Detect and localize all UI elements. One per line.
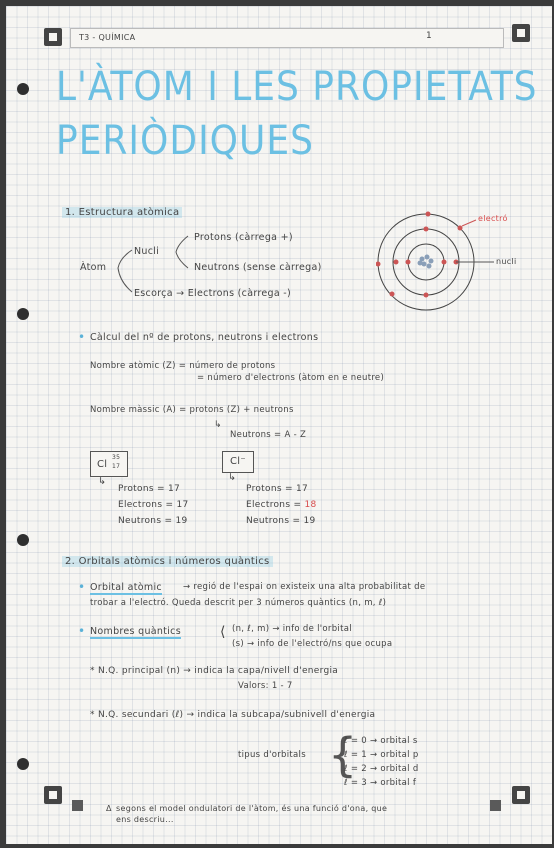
header-box (70, 28, 504, 48)
tree-nucli-label: Nucli (134, 246, 160, 257)
arrow-icon: ↳ (228, 472, 237, 483)
secondary-quantum-line: * N.Q. secundari (ℓ) → indica la subcapa/subnivell d'energia (90, 710, 376, 720)
notebook-page (6, 6, 552, 844)
example1-neutrons: Neutrons = 19 (118, 516, 188, 526)
binder-hole (17, 308, 29, 320)
orbital-definition-line2: trobar a l'electró. Queda descrit per 3 números quàntics (n, m, ℓ) (90, 598, 387, 608)
subject-label: T3 - QUÍMICA (79, 33, 136, 42)
orbital-types-label: tipus d'orbitals (238, 750, 306, 760)
example1-electrons: Electrons = 17 (118, 500, 189, 510)
tree-protons-label: Protons (càrrega +) (194, 232, 293, 243)
tree-brackets (110, 230, 200, 310)
atom-diagram (376, 204, 546, 316)
atomic-number-line1: Nombre atòmic (Z) = número de protons (90, 361, 276, 371)
page-title-line2: PERIÒDIQUES (56, 118, 314, 164)
example2-electrons: Electrons = 18 (246, 500, 317, 510)
quantum-line2: (s) → info de l'electró/ns que ocupa (232, 639, 393, 649)
section2-heading: 2. Orbitals atòmics i números quàntics (62, 556, 273, 567)
example2-protons: Protons = 17 (246, 484, 309, 494)
corner-marker-icon (512, 786, 530, 804)
example1-protons: Protons = 17 (118, 484, 181, 494)
electron-label: electró (478, 214, 508, 223)
orbital-type-d: ℓ = 2 → orbital d (344, 764, 419, 774)
principal-quantum-line: * N.Q. principal (n) → indica la capa/nivell d'energia (90, 666, 339, 676)
footnote-line1: segons el model ondulatori de l'àtom, és una funció d'ona, que (116, 804, 388, 813)
orbital-type-p: ℓ = 1 → orbital p (344, 750, 419, 760)
atomic-number-line2: = número d'electrons (àtom en e neutre) (197, 373, 385, 383)
bullet-icon: • (78, 624, 86, 638)
quantum-term: Nombres quàntics (90, 626, 181, 637)
element-box-cl: Cl 35 17 (90, 451, 128, 477)
nucleus-label: nucli (496, 257, 517, 266)
tree-root-label: Àtom (80, 262, 107, 273)
tree-escorca-label: Escorça → Electrons (càrrega -) (134, 288, 291, 299)
quantum-line1: (n, ℓ, m) → info de l'orbital (232, 624, 352, 634)
bullet-icon: • (78, 580, 86, 594)
brace-icon: { (328, 728, 358, 782)
bullet-title: Càlcul del nº de protons, neutrons i electrons (90, 332, 319, 343)
arrow-icon: ↳ (214, 420, 222, 430)
orbital-definition-line1: → regió de l'espai on existeix una alta probabilitat de (183, 582, 426, 592)
mass-number-line: Nombre màssic (A) = protons (Z) + neutrons (90, 405, 294, 415)
arrow-icon: ↳ (98, 476, 107, 487)
binder-hole (17, 758, 29, 770)
bracket-icon: ⟨ (220, 624, 226, 640)
corner-marker-icon (44, 28, 62, 46)
footnote-line2: ens descriu... (116, 815, 174, 824)
neutrons-formula: Neutrons = A - Z (230, 430, 307, 440)
orbital-type-f: ℓ = 3 → orbital f (344, 778, 417, 788)
element-box-cl-ion: Cl⁻ (222, 451, 254, 473)
tree-neutrons-label: Neutrons (sense càrrega) (194, 262, 322, 273)
binder-hole (17, 534, 29, 546)
orbital-term: Orbital atòmic (90, 582, 162, 593)
square-marker-icon (72, 800, 83, 811)
bullet-icon: • (78, 330, 86, 344)
page-title-line1: L'ÀTOM I LES PROPIETATS (56, 64, 538, 110)
square-marker-icon (490, 800, 501, 811)
footnote-marker: Δ (106, 804, 112, 813)
section1-heading: 1. Estructura atòmica (62, 207, 182, 218)
page-number: 1 (426, 31, 433, 41)
example2-neutrons: Neutrons = 19 (246, 516, 316, 526)
binder-hole (17, 83, 29, 95)
corner-marker-icon (44, 786, 62, 804)
principal-values: Valors: 1 - 7 (238, 681, 293, 691)
corner-marker-icon (512, 24, 530, 42)
orbital-type-s: ℓ = 0 → orbital s (344, 736, 418, 746)
